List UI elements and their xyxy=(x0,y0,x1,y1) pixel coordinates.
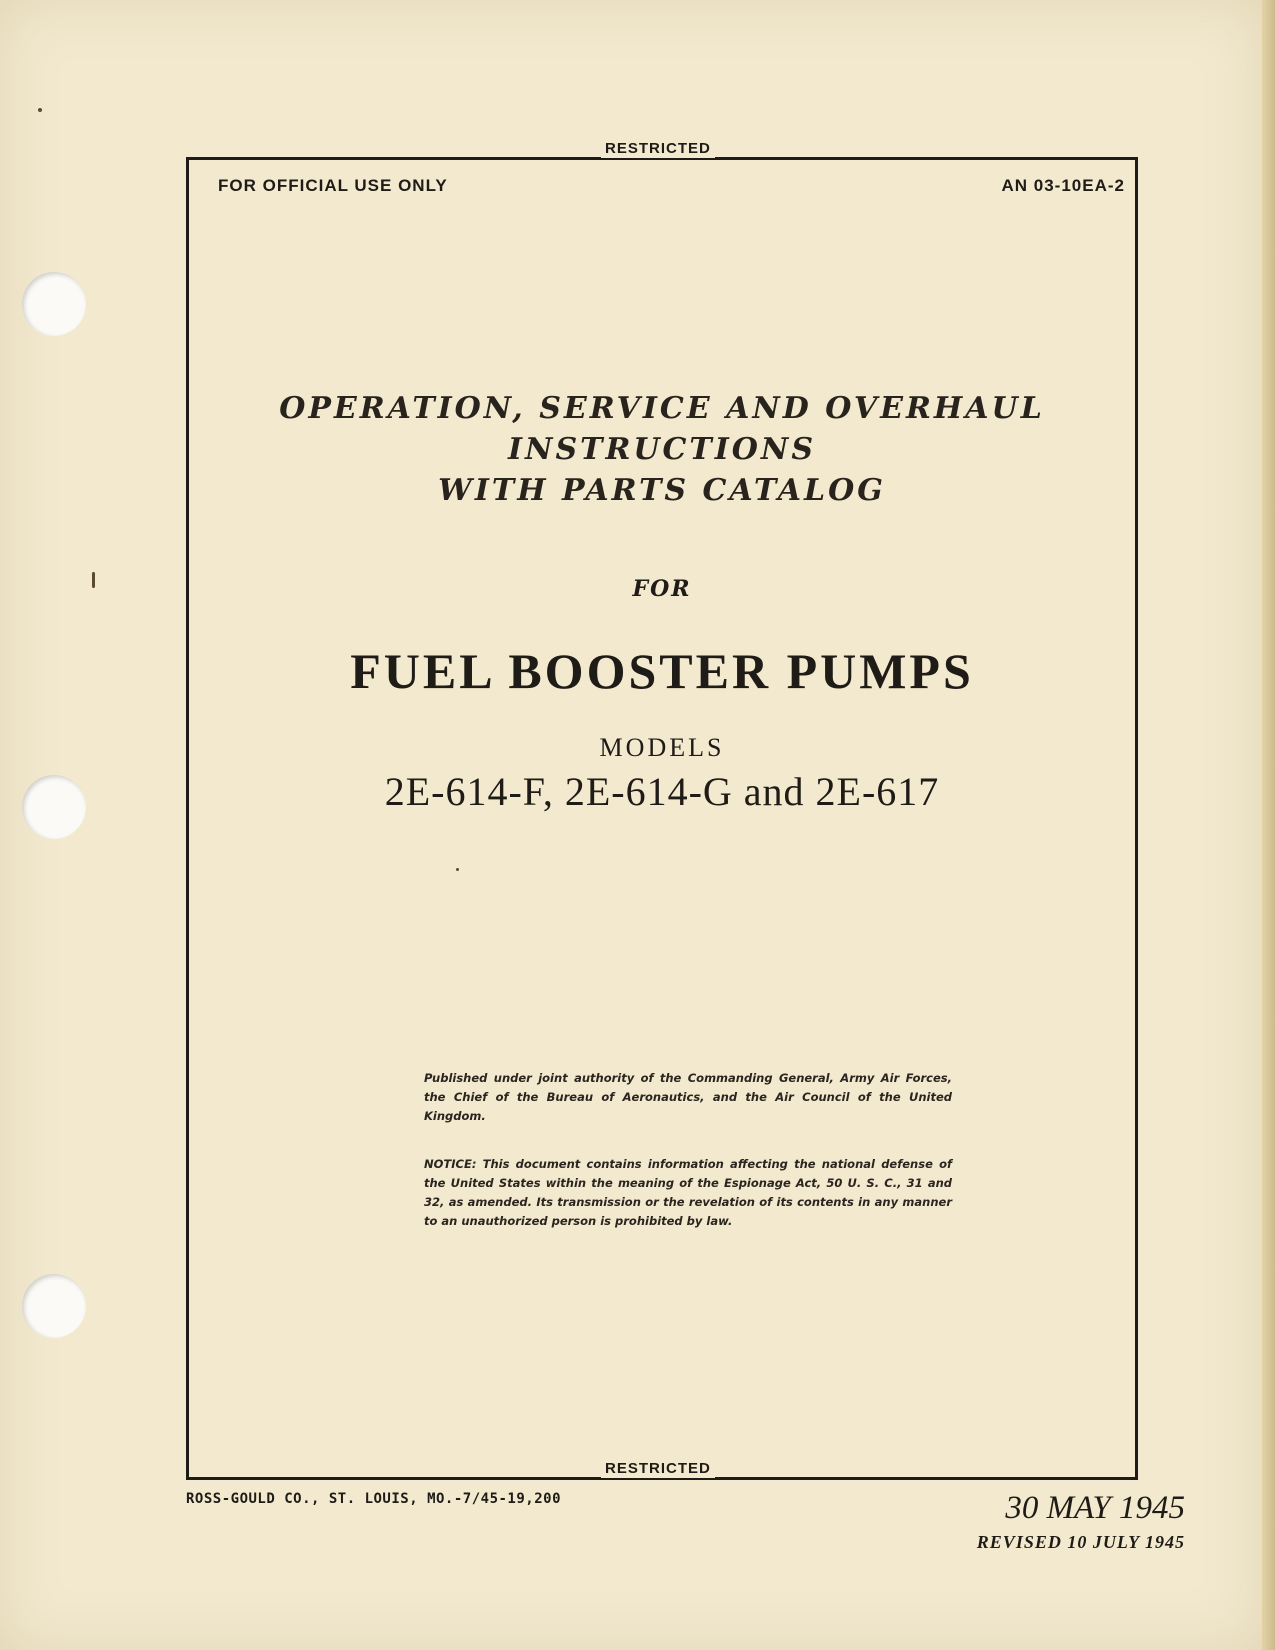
classification-bottom: RESTRICTED xyxy=(601,1460,715,1478)
page-edge xyxy=(1262,0,1275,1650)
title-line-2: INSTRUCTIONS xyxy=(508,432,816,467)
handling-notice: FOR OFFICIAL USE ONLY xyxy=(218,176,448,195)
binder-hole-middle xyxy=(22,775,86,839)
document-number: AN 03-10EA-2 xyxy=(1001,176,1125,195)
title-for: FOR xyxy=(632,576,692,602)
printer-imprint: ROSS-GOULD CO., ST. LOUIS, MO.-7/45-19,200 xyxy=(186,1491,562,1507)
title-line-1: OPERATION, SERVICE AND OVERHAUL xyxy=(279,391,1045,426)
border-frame xyxy=(186,157,1138,1480)
paper-speck xyxy=(92,572,95,588)
publication-date: 30 MAY 1945 xyxy=(1005,1490,1185,1526)
models-label: MODELS xyxy=(599,733,725,762)
revision-date: REVISED 10 JULY 1945 xyxy=(976,1532,1185,1552)
models-list: 2E-614-F, 2E-614-G and 2E-617 xyxy=(384,769,940,814)
notice-paragraph: NOTICE: This document contains information affecting the national defense of the United States within the meaning of the Espionage Act, 50 U. S. C., 31 and 32, as amended. Its transmission or the revelation of its contents in any manner to an unauthorized person is prohibited by law. xyxy=(424,1157,952,1228)
paper-speck xyxy=(38,108,42,112)
binder-hole-top xyxy=(22,272,86,336)
classification-top: RESTRICTED xyxy=(601,140,715,158)
main-title: FUEL BOOSTER PUMPS xyxy=(350,643,974,699)
title-line-3: WITH PARTS CATALOG xyxy=(438,473,886,508)
authority-paragraph: Published under joint authority of the Commanding General, Army Air Forces, the Chief of the Bureau of Aeronautics, and the Air Council of the United Kingdom. xyxy=(424,1071,952,1123)
binder-hole-bottom xyxy=(22,1274,86,1338)
